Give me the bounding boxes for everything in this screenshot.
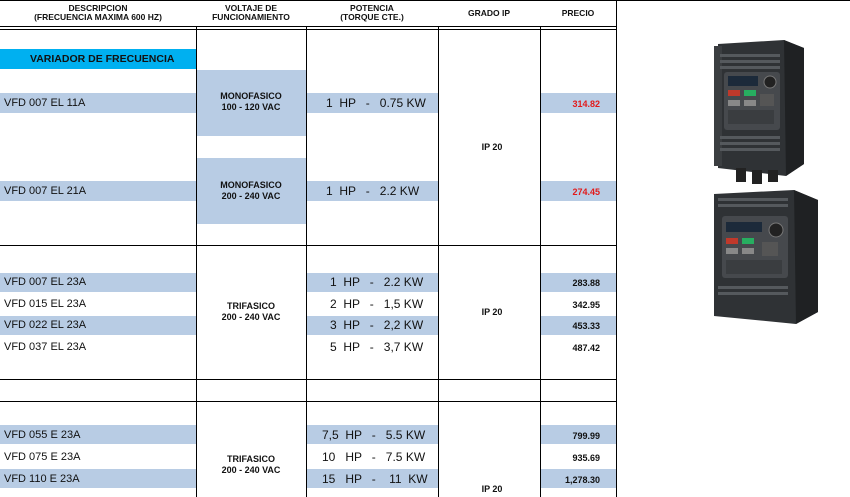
ip-group2: IP 20 [481, 307, 503, 317]
model-vfd015el23a: VFD 015 EL 23A [4, 298, 87, 310]
power-row-4: 2 HP - 1,5 KW [330, 297, 424, 311]
col-divider-2 [306, 26, 307, 497]
power-row-1: 1 HP - 0.75 KW [326, 96, 426, 110]
price-row-6: 487.42 [572, 343, 600, 353]
price-row-4: 342.95 [572, 300, 600, 310]
spacer-bottom-rule [0, 401, 616, 402]
model-vfd007el21a: VFD 007 EL 21A [4, 185, 87, 197]
model-vfd075e23a: VFD 075 E 23A [4, 451, 81, 463]
header-voltaje: VOLTAJE DE FUNCIONAMIENTO [212, 3, 290, 22]
header-grado-ip: GRADO IP [467, 7, 511, 18]
power-row-5: 3 HP - 2,2 KW [330, 318, 424, 332]
price-row-1: 314.82 [572, 99, 600, 109]
voltage-trifasico-group3: TRIFASICO 200 - 240 VAC [221, 454, 281, 475]
price-row-2: 274.45 [572, 187, 600, 197]
voltage-trifasico-group2: TRIFASICO 200 - 240 VAC [221, 301, 281, 322]
ip-group1: IP 20 [481, 142, 503, 152]
banner-label: VARIADOR DE FRECUENCIA [30, 53, 175, 65]
header-precio: PRECIO [561, 7, 595, 18]
power-row-2: 1 HP - 2.2 KW [326, 184, 420, 198]
model-vfd022el23a: VFD 022 EL 23A [4, 319, 87, 331]
price-row-3: 283.88 [572, 278, 600, 288]
model-vfd055e23a: VFD 055 E 23A [4, 429, 81, 441]
voltage-monofasico-240: MONOFASICO 200 - 240 VAC [220, 180, 282, 201]
col-divider-3 [438, 26, 439, 497]
price-row-7: 799.99 [572, 431, 600, 441]
price-row-9: 1,278.30 [564, 475, 600, 485]
model-vfd007el11a: VFD 007 EL 11A [4, 97, 86, 109]
group2-bottom-rule [0, 379, 616, 380]
header-potencia: POTENCIA (TORQUE CTE.) [340, 3, 404, 22]
power-row-8: 10 HP - 7.5 KW [322, 450, 426, 464]
top-rule [0, 0, 850, 1]
voltage-monofasico-120: MONOFASICO 100 - 120 VAC [220, 91, 282, 112]
header-double-rule [0, 29, 616, 30]
price-row-8: 935.69 [572, 453, 600, 463]
power-row-3: 1 HP - 2.2 KW [330, 275, 424, 289]
group1-bottom-rule [0, 245, 616, 246]
col-divider-5 [616, 0, 617, 497]
model-vfd037el23a: VFD 037 EL 23A [4, 341, 87, 353]
model-vfd007el23a: VFD 007 EL 23A [4, 276, 87, 288]
col-divider-4 [540, 26, 541, 497]
price-row-5: 453.33 [572, 321, 600, 331]
vfd-drive-image-front [706, 36, 808, 186]
ip-group3: IP 20 [481, 484, 503, 494]
vfd-drive-image-angle [704, 186, 826, 326]
power-row-7: 7,5 HP - 5.5 KW [322, 428, 426, 442]
power-row-6: 5 HP - 3,7 KW [330, 340, 424, 354]
header-bottom-rule [0, 26, 616, 27]
power-row-9: 15 HP - 11 KW [322, 472, 428, 486]
header-descripcion: DESCRIPCION (FRECUENCIA MAXIMA 600 HZ) [34, 3, 162, 22]
model-vfd110e23a: VFD 110 E 23A [4, 473, 80, 485]
